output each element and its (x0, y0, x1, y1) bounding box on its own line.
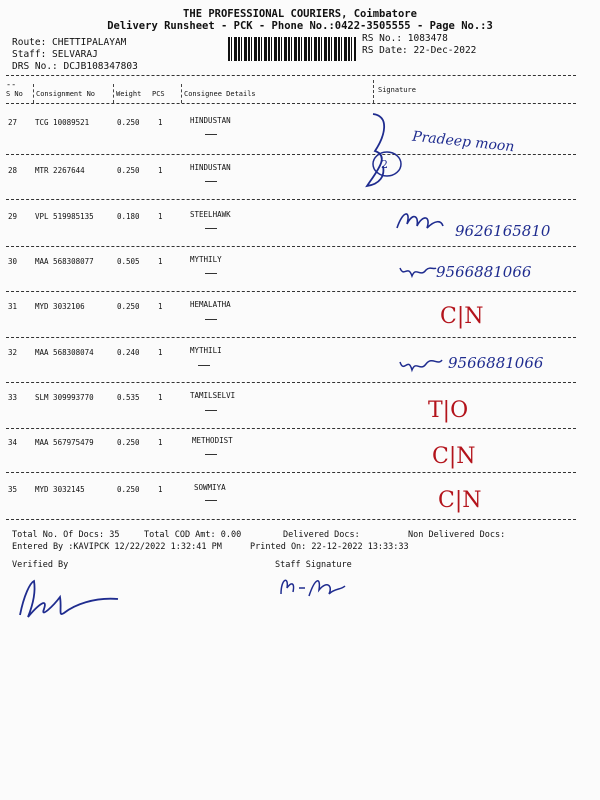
staff-signature-label: Staff Signature (275, 560, 352, 570)
row-weight: 0.250 (117, 485, 140, 494)
verified-by-label: Verified By (12, 560, 69, 570)
column-header-divider (6, 103, 576, 104)
row-pcs: 1 (158, 257, 163, 266)
route-label: Route: CHETTIPALAYAM (12, 37, 127, 48)
row-pcs: 1 (158, 393, 163, 402)
bracket-signature-drawing (355, 106, 415, 201)
row-consignee: STEELHAWK (190, 210, 231, 219)
phone-row29: 9626165810 (455, 222, 551, 240)
row-divider (6, 199, 576, 200)
header-divider (6, 75, 576, 76)
row-divider (6, 291, 576, 292)
signature-row30-drawing (398, 260, 438, 284)
row-consignee: MYTHILY (190, 255, 222, 264)
status-row34: C|N (432, 444, 476, 469)
drs-number: DRS No.: DCJB108347803 (12, 61, 138, 72)
col-consignee-header: Consignee Details (184, 90, 256, 98)
row-consignment: MTR 2267644 (35, 166, 85, 175)
row-weight: 0.250 (117, 166, 140, 175)
svg-text:2: 2 (381, 158, 388, 171)
row-pcs: 1 (158, 166, 163, 175)
row-weight: 0.240 (117, 348, 140, 357)
row-divider (6, 382, 576, 383)
row-consignment: MAA 568308077 (35, 257, 94, 266)
rs-number: RS No.: 1083478 (362, 33, 448, 44)
row-weight: 0.505 (117, 257, 140, 266)
row-pcs: 1 (158, 485, 163, 494)
col-weight-header: Weight (116, 90, 142, 98)
row-weight: 0.535 (117, 393, 140, 402)
row-pcs: 1 (158, 302, 163, 311)
status-row35: C|N (438, 488, 482, 513)
col-consignment-header: Consignment No (36, 90, 96, 98)
row-consignment: SLM 309993770 (35, 393, 94, 402)
rs-date: RS Date: 22-Dec-2022 (362, 45, 477, 56)
signature-row32-drawing (398, 352, 446, 378)
row-weight: 0.250 (117, 302, 140, 311)
company-title: THE PROFESSIONAL COURIERS, Coimbatore (183, 8, 417, 20)
row-divider (6, 246, 576, 247)
row-sno: 29 (8, 212, 18, 221)
phone-row32: 9566881066 (448, 354, 544, 372)
printed-on: Printed On: 22-12-2022 13:33:33 (250, 542, 409, 552)
row-consignee: METHODIST (192, 436, 233, 445)
row-sno: 28 (8, 166, 18, 175)
row-consignment: MYD 3032106 (35, 302, 85, 311)
row-consignee: HINDUSTAN (190, 163, 231, 172)
runsheet-subtitle: Delivery Runsheet - PCK - Phone No.:0422-3505555 - Page No.:3 (107, 20, 493, 32)
row-consignee: SOWMIYA (194, 483, 226, 492)
staff-signature (275, 568, 355, 604)
row-divider (6, 337, 576, 338)
row-weight: 0.180 (117, 212, 140, 221)
row-sno: 32 (8, 348, 18, 357)
row-weight: 0.250 (117, 118, 140, 127)
verified-signature (14, 575, 124, 625)
col-pcs-header: PCS (152, 90, 165, 98)
total-cod: Total COD Amt: 0.00 (144, 530, 242, 540)
col-signature-header: Signature (378, 86, 416, 94)
row-weight: 0.250 (117, 438, 140, 447)
delivered-docs: Delivered Docs: (283, 530, 360, 540)
row-sno: 35 (8, 485, 18, 494)
row-consignment: MAA 567975479 (35, 438, 94, 447)
row-divider (6, 154, 576, 155)
row-divider (6, 519, 576, 520)
row-divider (6, 428, 576, 429)
row-consignee: MYTHILI (190, 346, 222, 355)
row-pcs: 1 (158, 438, 163, 447)
row-sno: 34 (8, 438, 18, 447)
barcode-image (228, 37, 356, 61)
total-docs: Total No. Of Docs: 35 (12, 530, 120, 540)
row-consignment: MAA 568308074 (35, 348, 94, 357)
row-sno: 33 (8, 393, 18, 402)
row-consignee: HINDUSTAN (190, 116, 231, 125)
row-pcs: 1 (158, 118, 163, 127)
status-row31: C|N (440, 304, 484, 329)
row-consignment: MYD 3032145 (35, 485, 85, 494)
staff-label: Staff: SELVARAJ (12, 49, 98, 60)
row-consignment: VPL 519985135 (35, 212, 94, 221)
row-divider (6, 472, 576, 473)
entered-by: Entered By :KAVIPCK 12/22/2022 1:32:41 PM (12, 542, 222, 552)
row-sno: 30 (8, 257, 18, 266)
signature-row29-drawing (393, 206, 463, 236)
row-consignee: TAMILSELVI (190, 391, 236, 400)
runsheet-page: THE PROFESSIONAL COURIERS, Coimbatore Delivery Runsheet - PCK - Phone No.:0422-3505555 - Page No.:3 Route: CHETTIPALAYAM Staff: SELVARAJ DRS No.: DCJB108347803 RS No.: 1083478 RS Date: 22-Dec-2022 -- S No Consignment No Weight PCS Consignee Details Signature 27 TCG 10089521 0.250 1 HINDUSTAN 28 MTR 2267644 0.250 1 HINDUSTAN 29 VPL 519985135 0.180 1 STEELHAWK 30 MAA 568308077 0.505 1 MYTHILY 31 MYD 3032106 0.250 1 HEMALATHA 32 MAA 568308074 0.240 1 MYTHILI 33 SLM 309993770 0.535 1 TAMILSELVI 34 MAA 567975479 0.250 1 METHODIST 35 MYD 3032145 0.250 1 SOWMIYA 2 Pradeep moon 9626165810 9566881066 C|N 9566881066 T|O C|N C|N Total No. Of Docs: 35 Total COD Amt: 0.00 Delivered Docs: Non Delivered Docs: Entered By :KAVIPCK 12/22/2022 1:32:41 PM Printed On: 22-12-2022 13:33:33 Verified By Staff Signature (0, 0, 600, 800)
row-pcs: 1 (158, 212, 163, 221)
phone-row30: 9566881066 (436, 263, 532, 281)
status-row33: T|O (428, 398, 469, 423)
row-sno: 31 (8, 302, 18, 311)
col-sno-header: S No (6, 90, 23, 98)
non-delivered-docs: Non Delivered Docs: (408, 530, 506, 540)
row-pcs: 1 (158, 348, 163, 357)
row-consignee: HEMALATHA (190, 300, 231, 309)
signature-pradeep: Pradeep moon (411, 128, 516, 156)
row-consignment: TCG 10089521 (35, 118, 90, 127)
row-sno: 27 (8, 118, 18, 127)
